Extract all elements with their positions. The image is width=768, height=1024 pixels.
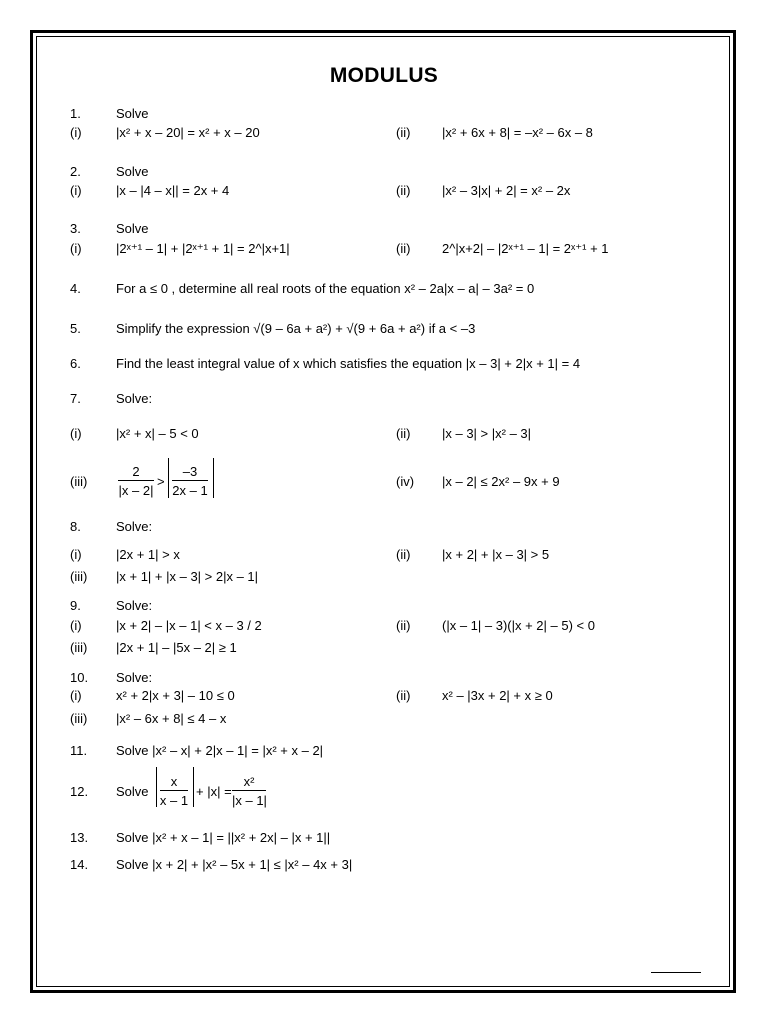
- q1-label-i: (i): [70, 125, 82, 140]
- q9-equation-ii: (|x – 1| – 3)(|x + 2| – 5) < 0: [442, 618, 595, 633]
- q10-label-ii: (ii): [396, 688, 411, 703]
- q12-numerator-1: x: [160, 774, 188, 791]
- q12-denominator-1: x – 1: [159, 793, 189, 808]
- q10-equation-iii: |x² – 6x + 8| ≤ 4 – x: [116, 711, 227, 726]
- q1-equation-ii: |x² + 6x + 8| = –x² – 6x – 8: [442, 125, 593, 140]
- q1-heading: Solve: [116, 106, 149, 121]
- q7-iii-numerator-1: 2: [118, 464, 154, 481]
- q11-text: Solve |x² – x| + 2|x – 1| = |x² + x – 2|: [116, 743, 324, 758]
- q14-number: 14.: [70, 857, 89, 872]
- q7-label-iv: (iv): [396, 474, 415, 489]
- q5-text: Simplify the expression √(9 – 6a + a²) + √(9 + 6a + a²) if a < –3: [116, 321, 476, 336]
- q9-equation-iii: |2x + 1| – |5x – 2| ≥ 1: [116, 640, 237, 655]
- q1-label-ii: (ii): [396, 125, 411, 140]
- q3-label-ii: (ii): [396, 241, 411, 256]
- q11-number: 11.: [70, 743, 88, 758]
- q10-heading: Solve:: [116, 670, 153, 685]
- q2-equation-ii: |x² – 3|x| + 2| = x² – 2x: [442, 183, 571, 198]
- q7-iii-operator: >: [157, 474, 165, 489]
- q10-number: 10.: [70, 670, 89, 685]
- q1-equation-i: |x² + x – 20| = x² + x – 20: [116, 125, 260, 140]
- q7-equation-ii: |x – 3| > |x² – 3|: [442, 426, 532, 441]
- q12-denominator-2: |x – 1|: [232, 793, 267, 808]
- q8-label-ii: (ii): [396, 547, 411, 562]
- q6-number: 6.: [70, 356, 81, 371]
- footer-rule: [651, 972, 701, 973]
- q8-equation-ii: |x + 2| + |x – 3| > 5: [442, 547, 550, 562]
- q7-iii-numerator-2: –3: [172, 464, 208, 481]
- q7-number: 7.: [70, 391, 81, 406]
- q8-label-i: (i): [70, 547, 82, 562]
- q8-equation-iii: |x + 1| + |x – 3| > 2|x – 1|: [116, 569, 259, 584]
- q3-heading: Solve: [116, 221, 149, 236]
- q3-equation-ii: 2^|x+2| – |2ˣ⁺¹ – 1| = 2ˣ⁺¹ + 1: [442, 241, 609, 256]
- page-title: MODULUS: [329, 64, 439, 87]
- q7-label-iii: (iii): [70, 474, 88, 489]
- q9-label-ii: (ii): [396, 618, 411, 633]
- q4-text: For a ≤ 0 , determine all real roots of the equation x² – 2a|x – a| – 3a² = 0: [116, 281, 535, 296]
- q1-number: 1.: [70, 106, 81, 121]
- q2-label-i: (i): [70, 183, 82, 198]
- q7-heading: Solve:: [116, 391, 153, 406]
- q7-iii-denominator-1: |x – 2|: [118, 483, 154, 498]
- q9-label-iii: (iii): [70, 640, 88, 655]
- q8-heading: Solve:: [116, 519, 153, 534]
- q2-number: 2.: [70, 164, 81, 179]
- q3-equation-i: |2ˣ⁺¹ – 1| + |2ˣ⁺¹ + 1| = 2^|x+1|: [116, 241, 290, 256]
- q13-number: 13.: [70, 830, 89, 845]
- q8-number: 8.: [70, 519, 81, 534]
- q2-heading: Solve: [116, 164, 149, 179]
- q5-number: 5.: [70, 321, 81, 336]
- q3-label-i: (i): [70, 241, 82, 256]
- q7-label-ii: (ii): [396, 426, 411, 441]
- q12-heading: Solve: [116, 784, 149, 799]
- q8-equation-i: |2x + 1| > x: [116, 547, 180, 562]
- q9-equation-i: |x + 2| – |x – 1| < x – 3 / 2: [116, 618, 262, 633]
- q8-label-iii: (iii): [70, 569, 88, 584]
- q3-number: 3.: [70, 221, 81, 236]
- q6-text: Find the least integral value of x which satisfies the equation |x – 3| + 2|x + 1| = 4: [116, 356, 581, 371]
- q10-equation-i: x² + 2|x + 3| – 10 ≤ 0: [116, 688, 235, 703]
- q2-label-ii: (ii): [396, 183, 411, 198]
- q7-iii-denominator-2: 2x – 1: [172, 483, 208, 498]
- q2-equation-i: |x – |4 – x|| = 2x + 4: [116, 183, 230, 198]
- q10-label-iii: (iii): [70, 711, 88, 726]
- q12-numerator-2: x²: [232, 774, 266, 791]
- q7-label-i: (i): [70, 426, 82, 441]
- q10-equation-ii: x² – |3x + 2| + x ≥ 0: [442, 688, 553, 703]
- q7-equation-iv: |x – 2| ≤ 2x² – 9x + 9: [442, 474, 560, 489]
- q9-label-i: (i): [70, 618, 82, 633]
- q13-text: Solve |x² + x – 1| = ||x² + 2x| – |x + 1||: [116, 830, 331, 845]
- q12-number: 12.: [70, 784, 89, 799]
- q9-number: 9.: [70, 598, 81, 613]
- q4-number: 4.: [70, 281, 81, 296]
- q12-middle: + |x| =: [196, 784, 232, 799]
- q14-text: Solve |x + 2| + |x² – 5x + 1| ≤ |x² – 4x + 3|: [116, 857, 353, 872]
- q9-heading: Solve:: [116, 598, 153, 613]
- q7-equation-i: |x² + x| – 5 < 0: [116, 426, 199, 441]
- q10-label-i: (i): [70, 688, 82, 703]
